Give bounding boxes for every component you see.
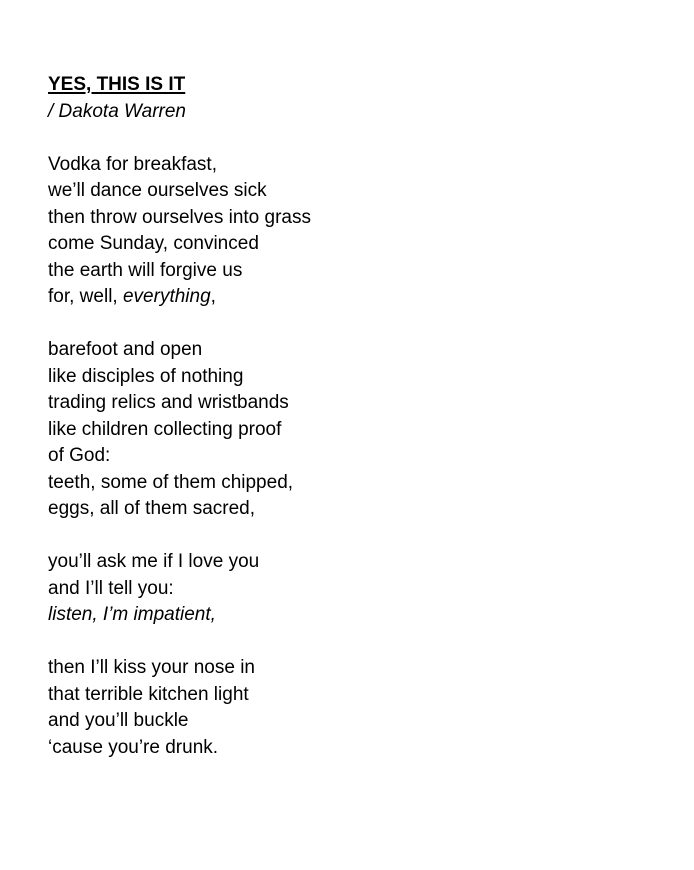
poem-author: / Dakota Warren	[48, 100, 186, 122]
poem-line: of God:	[48, 445, 111, 466]
poem-line: like disciples of nothing	[48, 365, 244, 387]
poem-line-emphasis: everything	[122, 286, 211, 307]
stanza-2	[48, 337, 648, 523]
poem-line: ‘cause you’re drunk.	[48, 736, 219, 758]
poem-line: then I’ll kiss your nose in	[48, 657, 255, 678]
poem-line: you’ll ask me if I love you	[48, 551, 260, 572]
poem-line: teeth, some of them chipped,	[48, 471, 294, 493]
poem-line-italic: listen, I’m impatient,	[48, 604, 216, 625]
poem-line-segment: ,	[210, 286, 216, 307]
poem-line: then throw ourselves into grass	[48, 206, 311, 228]
stanza-4	[48, 655, 648, 761]
poem-line: the earth will forgive us	[48, 259, 243, 281]
poem-line: that terrible kitchen light	[48, 683, 249, 705]
poem-line: come Sunday, convinced	[48, 233, 259, 254]
poem-line: and you’ll buckle	[48, 710, 189, 731]
poem-line: like children collecting proof	[48, 418, 282, 440]
stanza-1	[48, 152, 648, 311]
poem-line: barefoot and open	[48, 339, 203, 360]
poem-line: eggs, all of them sacred,	[48, 498, 255, 519]
poem-title: YES, THIS IS IT	[48, 74, 186, 95]
poem-line: Vodka for breakfast,	[48, 153, 217, 175]
poem-line: and I’ll tell you:	[48, 577, 174, 599]
stanza-3	[48, 549, 648, 629]
poem-page	[48, 72, 648, 761]
poem-line: trading relics and wristbands	[48, 392, 289, 413]
poem-line-segment: for, well,	[48, 286, 123, 307]
poem-line: we’ll dance ourselves sick	[48, 180, 267, 201]
poem-line-mixed	[48, 284, 648, 311]
